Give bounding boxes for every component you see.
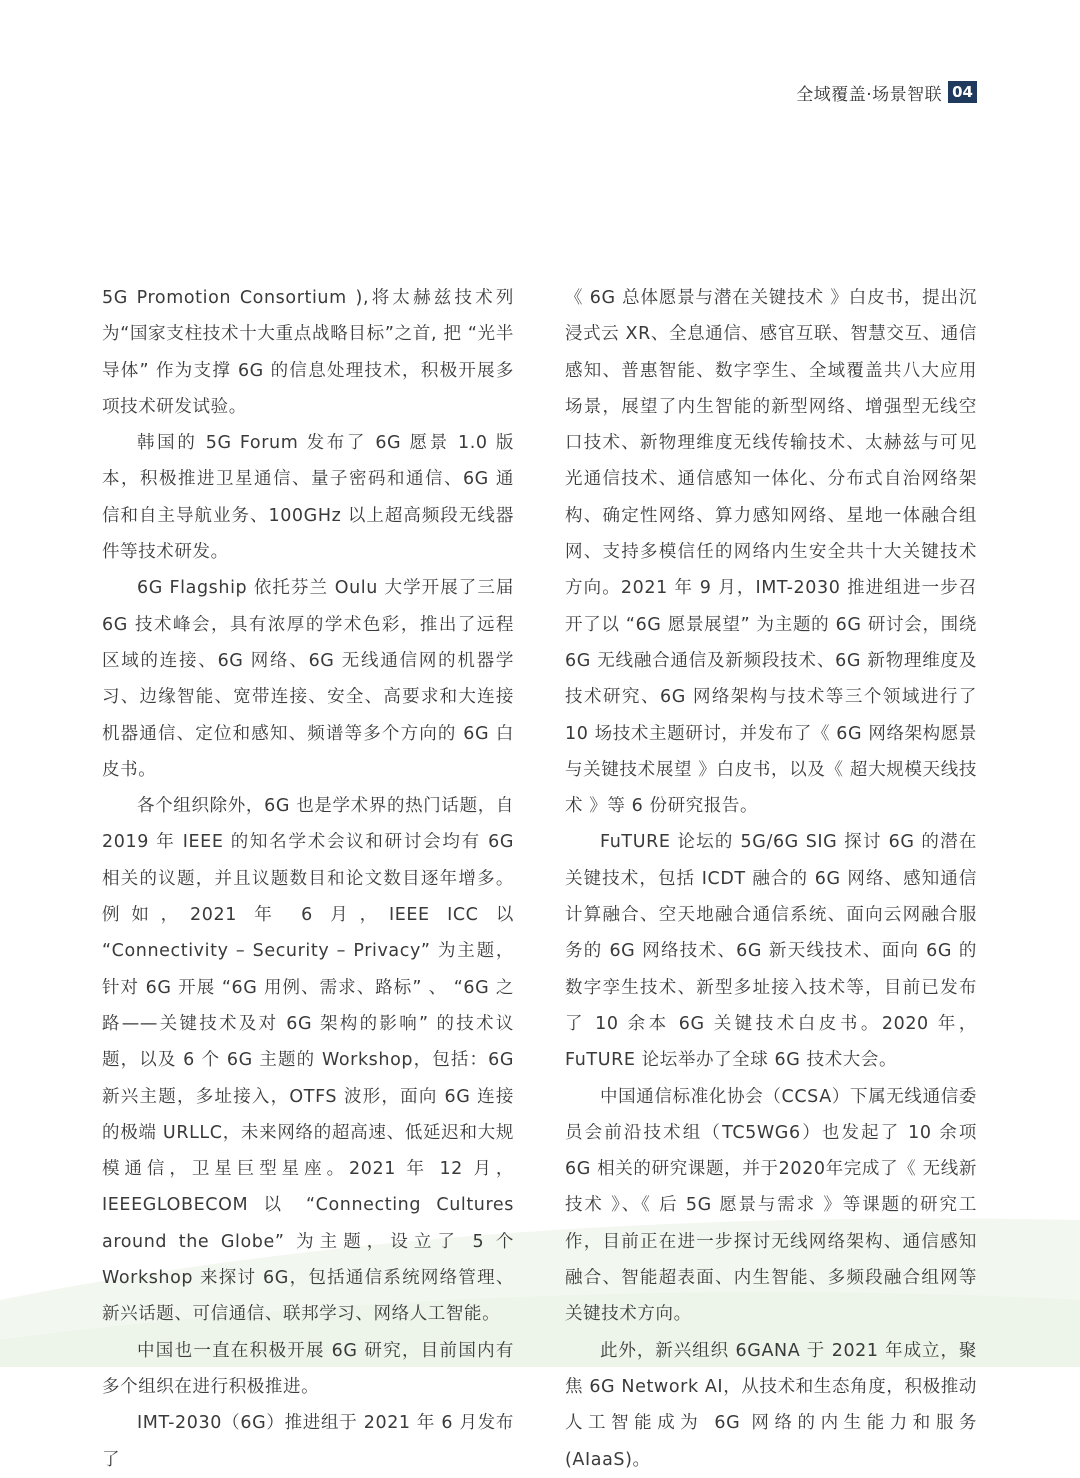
left-text-column bbox=[102, 280, 514, 1478]
header-title: 全域覆盖·场景智联 bbox=[796, 84, 943, 105]
paragraph: 各个组织除外，6G 也是学术界的热门话题，自 2019 年 IEEE 的知名学术会议和研讨会均有 6G 相关的议题，并且议题数目和论文数目逐年增多。例如，2021 年 6 月，IEEE ICC 以 “Connectivity – Security – Privacy” 为主题，针对 6G 开展 “6G 用例、需求、路标” 、 “6G 之路——关键技术及对 6G 架构的影响” 的技术议题，以及 6 个 6G 主题的 Workshop，包括：6G 新兴主题，多址接入，OTFS 波形，面向 6G 连接的极端 URLLC，未来网络的超高速、低延迟和大规模通信，卫星巨型星座。2021 年 12 月，IEEEGLOBECOM 以 “Connecting Cultures around the Globe” 为主题，设立了 5 个 Workshop 来探讨 6G，包括通信系统网络管理、新兴话题、可信通信、联邦学习、网络人工智能。 bbox=[102, 796, 514, 1325]
paragraph: FuTURE 论坛的 5G/6G SIG 探讨 6G 的潜在关键技术，包括 ICDT 融合的 6G 网络、感知通信计算融合、空天地融合通信系统、面向云网融合服务的 6G 网络技术、6G 新天线技术、面向 6G 的数字孪生技术、新型多址接入技术等，目前已发布了 10 余本 6G 关键技术白皮书。2020 年，FuTURE 论坛举办了全球 6G 技术大会。 bbox=[565, 832, 977, 1071]
paragraph: 韩国的 5G Forum 发布了 6G 愿景 1.0 版本，积极推进卫星通信、量子密码和通信、6G 通信和自主导航业务、100GHz 以上超高频段无线器件等技术研发。 bbox=[102, 433, 514, 563]
paragraph: 《 6G 总体愿景与潜在关键技术 》白皮书，提出沉浸式云 XR、全息通信、感官互联、智慧交互、通信感知、普惠智能、数字孪生、全域覆盖共八大应用场景，展望了内生智能的新型网络、增强型无线空口技术、新物理维度无线传输技术、太赫兹与可见光通信技术、通信感知一体化、分布式自治网络架构、确定性网络、算力感知网络、星地一体融合组网、支持多模信任的网络内生安全共十大关键技术方向。2021 年 9 月，IMT-2030 推进组进一步召开了以 “6G 愿景展望” 为主题的 6G 研讨会，围绕 6G 无线融合通信及新频段技术、6G 新物理维度及技术研究、6G 网络架构与技术等三个领域进行了 10 场技术主题研讨，并发布了《 6G 网络架构愿景与关键技术展望 》白皮书，以及《 超大规模天线技术 》等 6 份研究报告。 bbox=[565, 288, 977, 817]
right-text-column bbox=[565, 280, 977, 1478]
paragraph: 中国也一直在积极开展 6G 研究，目前国内有多个组织在进行积极推进。 bbox=[102, 1340, 514, 1397]
paragraph: IMT-2030（6G）推进组于 2021 年 6 月发布了 bbox=[102, 1413, 514, 1470]
paragraph: 中国通信标准化协会（CCSA）下属无线通信委员会前沿技术组（TC5WG6）也发起了 10 余项 6G 相关的研究课题，并于2020年完成了《 无线新技术 》、《 后 5G 愿景与需求 》等课题的研究工作，目前正在进一步探讨无线网络架构、通信感知融合、智能超表面、内生智能、多频段融合组网等关键技术方向。 bbox=[565, 1086, 977, 1325]
paragraph: 5G Promotion Consortium ),将太赫兹技术列为“国家支柱技术十大重点战略目标”之首, 把 “光半导体” 作为支撑 6G 的信息处理技术，积极开展多项技术研发试验。 bbox=[102, 288, 514, 417]
page-header bbox=[796, 80, 977, 104]
paragraph: 6G Flagship 依托芬兰 Oulu 大学开展了三届 6G 技术峰会，具有浓厚的学术色彩，推出了远程区域的连接、6G 网络、6G 无线通信网的机器学习、边缘智能、宽带连接、安全、高要求和大连接机器通信、定位和感知、频谱等多个方向的 6G 白皮书。 bbox=[102, 578, 514, 780]
paragraph: 此外，新兴组织 6GANA 于 2021 年成立，聚焦 6G Network AI，从技术和生态角度，积极推动人工智能成为 6G 网络的内生能力和服务 (AIaaS)。 bbox=[565, 1340, 977, 1470]
page-number-badge: 04 bbox=[948, 81, 977, 103]
